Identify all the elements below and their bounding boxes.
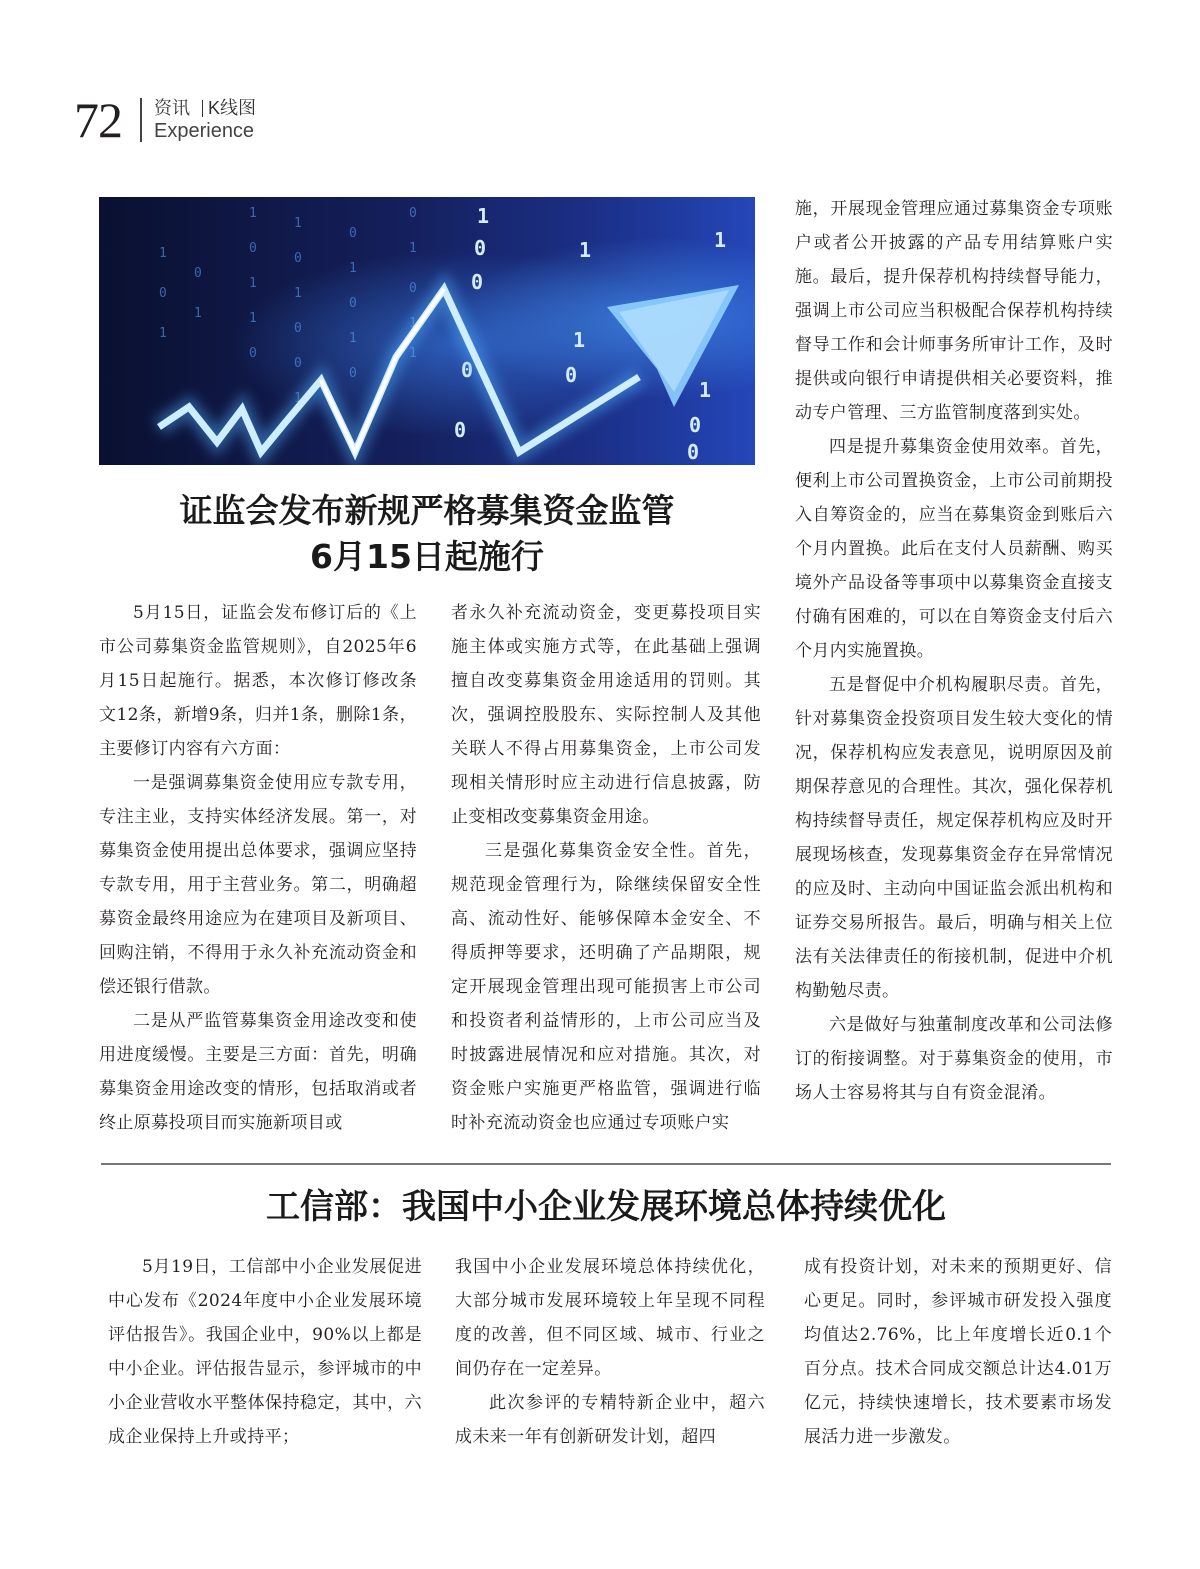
svg-text:1: 1 bbox=[194, 306, 202, 321]
section-name-en: Experience bbox=[154, 120, 255, 142]
paragraph: 此次参评的专精特新企业中，超六成未来一年有创新研发计划，超四 bbox=[455, 1393, 765, 1447]
svg-text:1: 1 bbox=[294, 216, 302, 231]
svg-text:0: 0 bbox=[689, 413, 702, 437]
article-column-2 bbox=[455, 1250, 765, 1454]
svg-text:1: 1 bbox=[409, 241, 417, 256]
svg-text:0: 0 bbox=[474, 236, 487, 260]
section-label bbox=[154, 97, 256, 143]
paragraph: 四是提升募集资金使用效率。首先，便利上市公司置换资金，上市公司前期投入自筹资金的，应当在募集资金到账后六个月内置换。此后在支付人员薪酬、购买境外产品设备等事项中以募集资金直接支付确有困难的，可以在自筹资金支付后六个月内实施置换。 bbox=[795, 437, 1113, 661]
header-divider bbox=[140, 98, 142, 142]
headline-line-1: 证监会发布新规严格募集资金监管 bbox=[179, 491, 675, 530]
paragraph: 5月15日，证监会发布修订后的《上市公司募集资金监管规则》，自2025年6月15日起施行。据悉，本次修订修改条文12条，新增9条，归并1条，删除1条，主要修订内容有六方面： bbox=[99, 603, 417, 759]
svg-text:1: 1 bbox=[249, 276, 257, 291]
svg-text:1: 1 bbox=[294, 286, 302, 301]
svg-text:1: 1 bbox=[159, 246, 167, 261]
paragraph: 者永久补充流动资金，变更募投项目实施主体或实施方式等，在此基础上强调擅自改变募集资金用途适用的罚则。其次，强调控股股东、实际控制人及其他关联人不得占用募集资金，上市公司发现相关情形时应主动进行信息披露，防止变相改变募集资金用途。 bbox=[451, 603, 761, 827]
section-separator bbox=[202, 100, 203, 117]
stock-chart-arrow-icon bbox=[99, 197, 755, 465]
svg-text:0: 0 bbox=[461, 358, 474, 382]
svg-text:0: 0 bbox=[349, 366, 357, 381]
subsection-name: K线图 bbox=[208, 98, 257, 118]
svg-text:0: 0 bbox=[409, 206, 417, 221]
page-header bbox=[74, 92, 256, 148]
svg-text:1: 1 bbox=[409, 316, 417, 331]
article-column-1 bbox=[108, 1250, 422, 1454]
paragraph: 我国中小企业发展环境总体持续优化，大部分城市发展环境较上年呈现不同程度的改善，但不同区域、城市、行业之间仍存在一定差异。 bbox=[455, 1257, 765, 1379]
svg-text:1: 1 bbox=[294, 391, 302, 406]
svg-text:0: 0 bbox=[349, 226, 357, 241]
svg-text:1: 1 bbox=[579, 238, 592, 262]
svg-text:0: 0 bbox=[294, 251, 302, 266]
svg-text:0: 0 bbox=[294, 321, 302, 336]
article-column-1 bbox=[99, 596, 417, 1140]
svg-text:1: 1 bbox=[714, 228, 727, 252]
svg-text:1: 1 bbox=[159, 326, 167, 341]
paragraph: 二是从严监管募集资金用途改变和使用进度缓慢。主要是三方面：首先，明确募集资金用途改变的情形，包括取消或者终止原募投项目而实施新项目或 bbox=[99, 1011, 417, 1133]
svg-text:1: 1 bbox=[409, 346, 417, 361]
svg-text:0: 0 bbox=[249, 346, 257, 361]
svg-text:0: 0 bbox=[294, 356, 302, 371]
article-column-3 bbox=[804, 1250, 1112, 1454]
paragraph: 一是强调募集资金使用应专款专用，专注主业，支持实体经济发展。第一，对募集资金使用提出总体要求，强调应坚持专款专用，用于主营业务。第二，明确超募资金最终用途应为在建项目及新项目、回购注销，不得用于永久补充流动资金和偿还银行借款。 bbox=[99, 773, 417, 997]
article-headline: 工信部：我国中小企业发展环境总体持续优化 bbox=[266, 1187, 946, 1227]
hero-image-stock-chart bbox=[99, 197, 755, 465]
svg-text:1: 1 bbox=[699, 378, 712, 402]
svg-text:0: 0 bbox=[687, 440, 700, 464]
paragraph: 成有投资计划，对未来的预期更好、信心更足。同时，参评城市研发投入强度均值达2.76%，比上年度增长近0.1个百分点。技术合同成交额总计达4.01万亿元，持续快速增长，技术要素市场发展活力进一步激发。 bbox=[804, 1257, 1112, 1447]
article-headline bbox=[99, 488, 755, 580]
svg-text:0: 0 bbox=[471, 270, 484, 294]
svg-text:1: 1 bbox=[573, 328, 586, 352]
svg-text:0: 0 bbox=[565, 363, 578, 387]
paragraph: 施，开展现金管理应通过募集资金专项账户或者公开披露的产品专用结算账户实施。最后，提升保荐机构持续督导能力，强调上市公司应当积极配合保荐机构持续督导工作和会计师事务所审计工作，及时提供或向银行申请提供相关必要资料，推动专户管理、三方监管制度落到实处。 bbox=[795, 199, 1113, 423]
headline-line-2: 6月15日起施行 bbox=[310, 537, 544, 576]
paragraph: 5月19日，工信部中小企业发展促进中心发布《2024年度中小企业发展环境评估报告》。我国企业中，90%以上都是中小企业。评估报告显示，参评城市的中小企业营收水平整体保持稳定，其中，六成企业保持上升或持平； bbox=[108, 1257, 422, 1447]
svg-text:0: 0 bbox=[349, 296, 357, 311]
paragraph: 五是督促中介机构履职尽责。首先，针对募集资金投资项目发生较大变化的情况，保荐机构应发表意见，说明原因及前期保荐意见的合理性。其次，强化保荐机构持续督导责任，规定保荐机构应及时开展现场核查，发现募集资金存在异常情况的应及时、主动向中国证监会派出机构和证券交易所报告。最后，明确与相关上位法有关法律责任的衔接机制，促进中介机构勤勉尽责。 bbox=[795, 675, 1113, 1001]
svg-text:0: 0 bbox=[454, 418, 467, 442]
page-number: 72 bbox=[74, 92, 122, 148]
svg-text:0: 0 bbox=[194, 266, 202, 281]
section-name: 资讯 bbox=[154, 98, 190, 118]
svg-text:0: 0 bbox=[159, 286, 167, 301]
svg-text:0: 0 bbox=[409, 281, 417, 296]
paragraph: 三是强化募集资金安全性。首先，规范现金管理行为，除继续保留安全性高、流动性好、能够保障本金安全、不得质押等要求，还明确了产品期限，规定开展现金管理出现可能损害上市公司和投资者利益情形的，上市公司应当及时披露进展情况和应对措施。其次，对资金账户实施更严格监管，强调进行临时补充流动资金也应通过专项账户实 bbox=[451, 841, 761, 1133]
article-column-3 bbox=[795, 192, 1113, 1110]
article-column-2 bbox=[451, 596, 761, 1140]
svg-text:1: 1 bbox=[249, 206, 257, 221]
svg-text:1: 1 bbox=[349, 331, 357, 346]
paragraph: 六是做好与独董制度改革和公司法修订的衔接调整。对于募集资金的使用，市场人士容易将其与自有资金混淆。 bbox=[795, 1015, 1113, 1103]
svg-text:1: 1 bbox=[249, 311, 257, 326]
article-divider bbox=[101, 1163, 1111, 1165]
svg-text:0: 0 bbox=[249, 241, 257, 256]
svg-text:1: 1 bbox=[349, 261, 357, 276]
svg-text:1: 1 bbox=[477, 204, 490, 228]
